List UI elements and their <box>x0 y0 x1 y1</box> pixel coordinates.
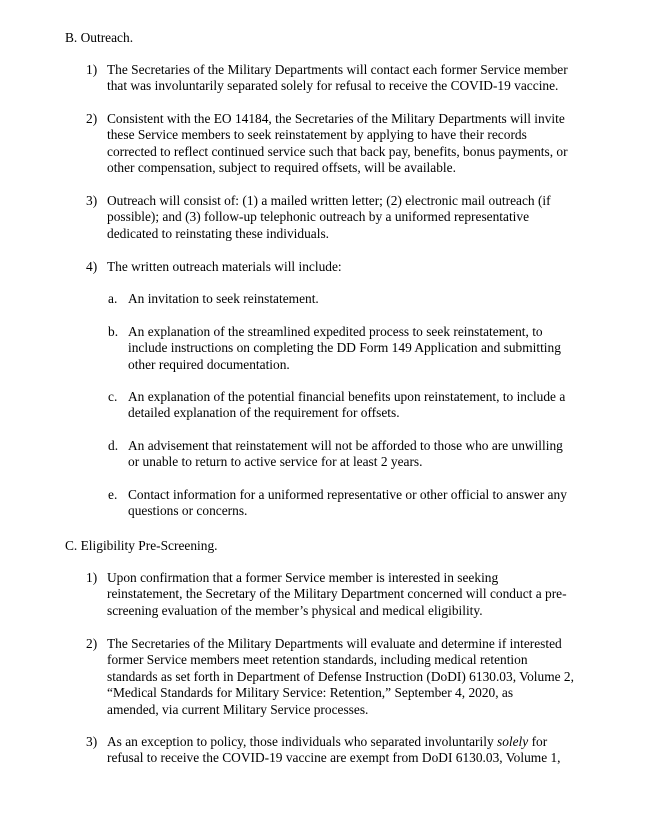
item-text-line: detailed explanation of the requirement for offsets. <box>128 405 400 421</box>
item-text-line: Upon confirmation that a former Service member is interested in seeking <box>107 570 499 585</box>
item-text-line: that was involuntarily separated solely for refusal to receive the COVID-19 vaccine. <box>107 78 559 94</box>
item-text-line: other required documentation. <box>128 356 290 372</box>
sub-list-item <box>108 291 608 307</box>
item-text-line: corrected to reflect continued service such that back pay, benefits, bonus payments, or <box>107 143 568 159</box>
sub-item-letter: e. <box>108 487 118 502</box>
sub-list-item <box>108 438 608 471</box>
sub-item-letter: b. <box>108 324 119 339</box>
item-text-line: An invitation to seek reinstatement. <box>128 291 319 306</box>
list-item <box>86 259 606 275</box>
item-text-line: An advisement that reinstatement will not be afforded to those who are unwilling <box>128 438 563 453</box>
item-text-line: The written outreach materials will include: <box>107 259 342 274</box>
sub-list-item <box>108 487 608 520</box>
item-text-line: An explanation of the potential financial benefits upon reinstatement, to include a <box>128 389 566 404</box>
sub-item-letter: c. <box>108 389 118 404</box>
item-text-line: screening evaluation of the member’s physical and medical eligibility. <box>107 602 483 618</box>
item-number: 3) <box>86 734 98 749</box>
item-text-line: dedicated to reinstating these individuals. <box>107 225 330 241</box>
item-text-line <box>107 734 606 750</box>
sub-item-letter: a. <box>108 291 118 306</box>
item-number: 2) <box>86 111 98 126</box>
list-item <box>86 734 606 767</box>
item-text-line: or unable to return to active service for at least 2 years. <box>128 454 423 470</box>
item-text-line: include instructions on completing the DD Form 149 Application and submitting <box>128 340 561 356</box>
list-item <box>86 62 606 95</box>
item-number: 4) <box>86 259 98 274</box>
item-text-line: Contact information for a uniformed representative or other official to answer any <box>128 487 567 502</box>
emphasis-text: solely <box>496 734 529 749</box>
list-item <box>86 193 606 242</box>
item-text-line: possible); and (3) follow-up telephonic outreach by a uniformed representative <box>107 209 530 225</box>
item-text-line: amended, via current Military Service processes. <box>107 701 369 717</box>
sub-item-letter: d. <box>108 438 119 453</box>
item-text-line: reinstatement, the Secretary of the Military Department concerned will conduct a pre- <box>107 586 567 602</box>
section-heading-eligibility: C. Eligibility Pre-Screening. <box>65 538 218 553</box>
sub-list-item <box>108 324 608 373</box>
item-text-line: Outreach will consist of: (1) a mailed written letter; (2) electronic mail outreach (if <box>107 193 551 208</box>
section-heading-outreach: B. Outreach. <box>65 30 134 45</box>
item-text-line: The Secretaries of the Military Departments will contact each former Service member <box>107 62 568 77</box>
item-text-line: An explanation of the streamlined expedited process to seek reinstatement, to <box>128 324 543 339</box>
sub-list-item <box>108 389 608 422</box>
item-text-line: former Service members meet retention standards, including medical retention <box>107 652 528 668</box>
item-text-line: Consistent with the EO 14184, the Secretaries of the Military Departments will invite <box>107 111 565 126</box>
item-number: 1) <box>86 62 98 77</box>
item-text-line: these Service members to seek reinstatement by applying to have their records <box>107 127 527 143</box>
text-run: for <box>528 734 548 749</box>
item-number: 1) <box>86 570 98 585</box>
list-item <box>86 570 606 619</box>
list-item <box>86 111 606 177</box>
item-number: 3) <box>86 193 98 208</box>
text-run: As an exception to policy, those individuals who separated involuntarily <box>107 734 497 749</box>
item-text-line: standards as set forth in Department of Defense Instruction (DoDI) 6130.03, Volume 2, <box>107 668 574 684</box>
list-item <box>86 636 606 718</box>
item-text-line: other compensation, subject to required offsets, will be available. <box>107 160 456 176</box>
item-text-line: “Medical Standards for Military Service: Retention,” September 4, 2020, as <box>107 685 514 701</box>
item-text-line: questions or concerns. <box>128 503 248 519</box>
item-text-line: refusal to receive the COVID-19 vaccine are exempt from DoDI 6130.03, Volume 1, <box>107 750 561 766</box>
item-text-line: The Secretaries of the Military Departments will evaluate and determine if interested <box>107 636 562 651</box>
item-number: 2) <box>86 636 98 651</box>
